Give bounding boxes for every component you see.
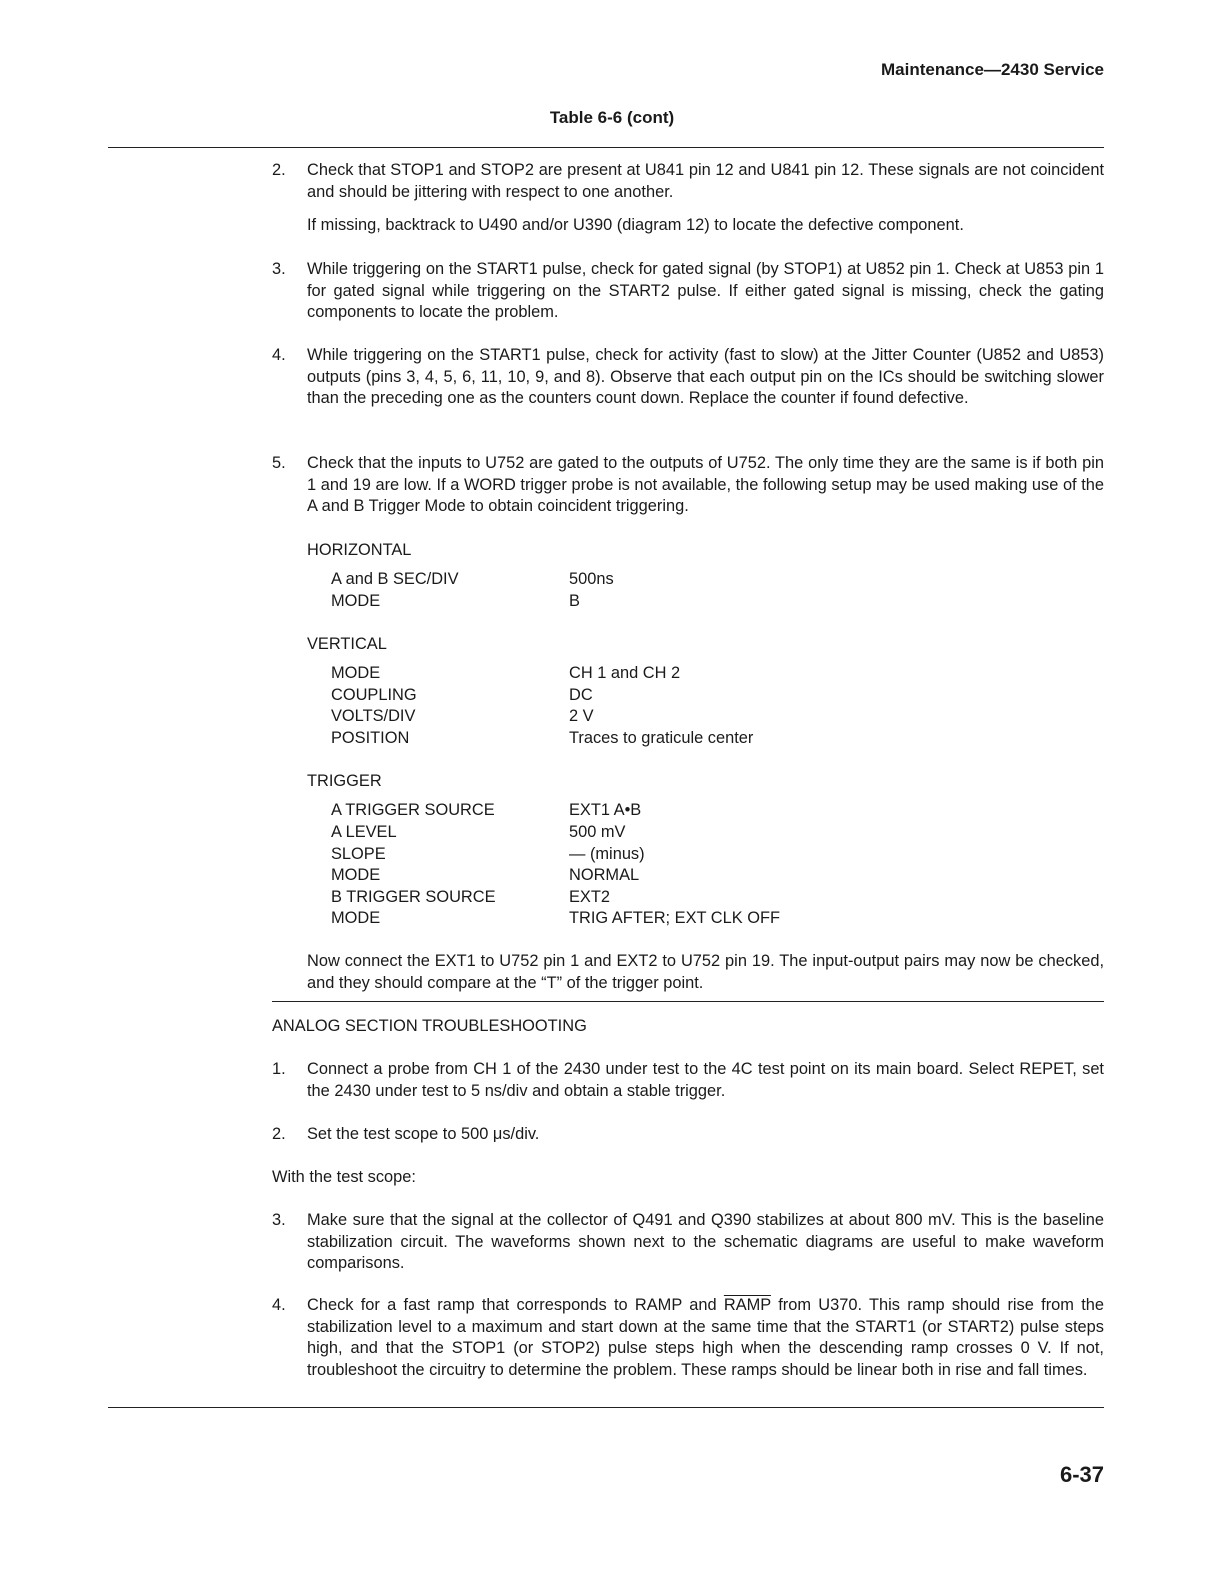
setting-name: COUPLING [331, 686, 417, 704]
setting-value: Traces to graticule center [569, 729, 754, 747]
setting-value: DC [569, 686, 593, 704]
section-heading: ANALOG SECTION TROUBLESHOOTING [272, 1017, 587, 1035]
overlined-signal: RAMP [723, 1296, 771, 1314]
setting-name: MODE [331, 909, 381, 927]
step-number: 3. [272, 260, 286, 278]
step-text: Connect a probe from CH 1 of the 2430 under test to the 4C test point on its main board. Select REPET, set the 2430 under test to 5 ns/div and obtain a stable trigger. [307, 1060, 1104, 1100]
setting-value: EXT1 A•B [569, 801, 642, 819]
setting-name: MODE [331, 592, 381, 610]
setting-value: B [569, 592, 580, 610]
step-number: 4. [272, 1296, 286, 1314]
table-title: Table 6-6 (cont) [549, 108, 675, 127]
step-text: Make sure that the signal at the collector of Q491 and Q390 stabilizes at about 800 mV. This is the baseline stabilization circuit. The waveforms shown next to the schematic diagrams are useful to make waveform comparisons. [307, 1211, 1104, 1272]
page-header-title: Maintenance—2430 Service [880, 60, 1104, 79]
setting-value: CH 1 and CH 2 [569, 664, 681, 682]
setting-value: — (minus) [569, 845, 645, 863]
settings-group-heading: HORIZONTAL [307, 541, 412, 559]
page-number: 6-37 [1059, 1462, 1104, 1487]
step-number: 1. [272, 1060, 286, 1078]
setting-name: A and B SEC/DIV [331, 570, 459, 588]
setting-name: A TRIGGER SOURCE [331, 801, 495, 819]
step-text: Set the test scope to 500 μs/div. [307, 1125, 540, 1143]
step-number: 5. [272, 454, 286, 472]
setting-value: 500ns [569, 570, 614, 588]
step-text-part: from U370. This ramp should rise from the stabilization level to a maximum and start down at the same time that the START1 (or START2) pulse steps high, and that the STOP1 (or STOP2) pulse steps high when the descending ramp crosses 0 V. If not, troubleshoot the circuitry to determine the problem. These ramps should be linear both in rise and fall times. [307, 1296, 1104, 1379]
settings-group-heading: TRIGGER [307, 772, 382, 790]
setting-value: 2 V [569, 707, 594, 725]
settings-group-heading: VERTICAL [307, 635, 387, 653]
step-text [307, 1295, 1104, 1381]
step-number: 2. [272, 161, 286, 179]
setting-name: MODE [331, 664, 381, 682]
step-text: Check that the inputs to U752 are gated to the outputs of U752. The only time they are the same is if both pin 1 and 19 are low. If a WORD trigger probe is not available, the following setup may be used making use of the A and B Trigger Mode to obtain coincident triggering. [307, 454, 1104, 515]
setting-value: EXT2 [569, 888, 610, 906]
setting-name: VOLTS/DIV [331, 707, 416, 725]
step-text: While triggering on the START1 pulse, check for activity (fast to slow) at the Jitter Counter (U852 and U853) outputs (pins 3, 4, 5, 6, 11, 10, 9, and 8). Observe that each output pin on the ICs should be switching slower than the preceding one as the counters count down. Replace the counter if found defective. [307, 346, 1104, 407]
connection-note: Now connect the EXT1 to U752 pin 1 and EXT2 to U752 pin 19. The input-output pairs may now be checked, and they should compare at the “T” of the trigger point. [307, 952, 1104, 992]
top-rule [108, 147, 1104, 148]
bottom-rule [108, 1407, 1104, 1408]
step-note: If missing, backtrack to U490 and/or U390 (diagram 12) to locate the defective component. [307, 216, 964, 234]
setting-name: POSITION [331, 729, 410, 747]
setting-value: NORMAL [569, 866, 640, 884]
setting-name: MODE [331, 866, 381, 884]
step-number: 3. [272, 1211, 286, 1229]
section-rule [272, 1001, 1104, 1002]
step-text: While triggering on the START1 pulse, check for gated signal (by STOP1) at U852 pin 1. Check at U853 pin 1 for gated signal while triggering on the START2 pulse. If either gated signal is missing, check the gating components to locate the problem. [307, 260, 1104, 321]
setting-name: SLOPE [331, 845, 386, 863]
setting-value: TRIG AFTER; EXT CLK OFF [569, 909, 780, 927]
setting-name: A LEVEL [331, 823, 397, 841]
setting-name: B TRIGGER SOURCE [331, 888, 496, 906]
setting-value: 500 mV [569, 823, 626, 841]
step-text: Check that STOP1 and STOP2 are present at U841 pin 12 and U841 pin 12. These signals are not coincident and should be jittering with respect to one another. [307, 161, 1104, 201]
step-text-part: Check for a fast ramp that corresponds to RAMP and [307, 1296, 724, 1314]
instruction-text: With the test scope: [272, 1168, 416, 1186]
step-number: 2. [272, 1125, 286, 1143]
step-number: 4. [272, 346, 286, 364]
